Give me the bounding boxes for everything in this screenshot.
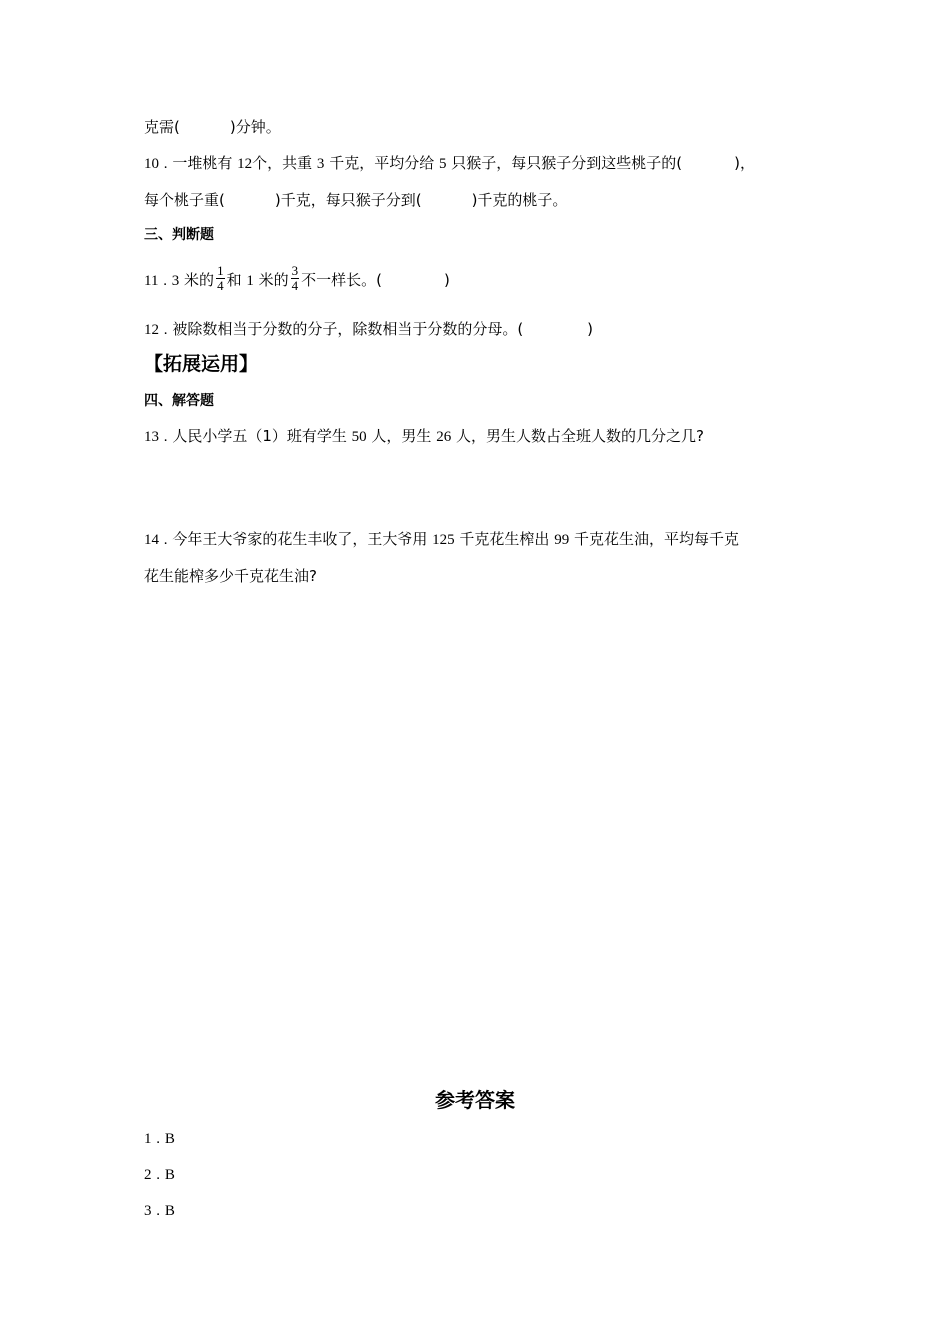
q10-peach-count: 12	[237, 156, 253, 172]
q11-fraction-2	[291, 264, 300, 293]
q11-text-a: 米的	[184, 271, 215, 289]
q14-peanuts-kg: 125	[432, 532, 455, 548]
q12-separator: .	[163, 322, 168, 338]
q9-tail	[144, 117, 281, 137]
q10-line-2	[144, 190, 567, 210]
q14-oil-kg: 99	[554, 532, 570, 548]
q13-text-a: 人民小学五（1）班有学生	[172, 427, 347, 445]
q9-text-before: 克需(	[144, 118, 180, 136]
q10-weight: 3	[316, 156, 325, 172]
answer-number: 3	[144, 1203, 152, 1219]
section-4-heading: 四、解答题	[144, 393, 214, 409]
q11-fraction-1-numerator: 1	[217, 263, 224, 278]
q11-separator: .	[163, 273, 167, 289]
answers-title: 参考答案	[435, 1088, 515, 1112]
answer-separator: .	[156, 1167, 161, 1183]
q10-line2-a: 每个桃子重(	[144, 191, 225, 209]
section-3-heading: 三、判断题	[144, 227, 214, 243]
q11-text-e: )	[444, 271, 450, 289]
q11-length-b: 1	[246, 273, 254, 289]
q14-number: 14	[144, 532, 159, 548]
answer-number: 2	[144, 1167, 152, 1183]
answer-item	[144, 1200, 175, 1221]
answer-value: B	[164, 1203, 175, 1219]
q12-number: 12	[144, 322, 159, 338]
q10-separator: .	[163, 156, 168, 172]
answer-separator: .	[156, 1203, 161, 1219]
q10-line-1	[144, 153, 755, 174]
q13-boys: 26	[436, 429, 452, 445]
q10-line2-b: )千克，每只猴子分到(	[274, 191, 422, 209]
q13	[144, 426, 704, 447]
q10-monkey-count: 5	[438, 156, 447, 172]
q11-fraction-2-denominator: 4	[291, 278, 299, 293]
q13-separator: .	[163, 429, 168, 445]
q10-text-d: 只猴子，每只猴子分到这些桃子的(	[451, 154, 683, 172]
q14-text-a: 今年王大爷家的花生丰收了，王大爷用	[172, 530, 428, 548]
q10-text-c: 千克，平均分给	[329, 154, 435, 172]
q11-length-a: 3	[171, 273, 180, 289]
q12-close: )	[587, 320, 594, 338]
answer-separator: .	[156, 1131, 161, 1147]
q10-line2-c: )千克的桃子。	[471, 191, 568, 209]
q12-text: 被除数相当于分数的分子，除数相当于分数的分母。(	[172, 320, 524, 338]
q14-line-1	[144, 529, 739, 550]
q11-fraction-1-denominator: 4	[217, 278, 224, 293]
q14-line-2	[144, 566, 317, 586]
q14-separator: .	[163, 532, 168, 548]
answer-item	[144, 1128, 175, 1149]
q13-number: 13	[144, 429, 159, 445]
q10-text-b: 个，共重	[252, 154, 313, 172]
q11-fraction-1	[216, 264, 225, 293]
q14-text-c: 千克花生油，平均每千克	[573, 530, 739, 548]
extension-heading: 【拓展运用】	[144, 353, 259, 375]
q10-text-e: )，	[734, 154, 755, 172]
q10-text-a: 一堆桃有	[172, 154, 233, 172]
q14-text-b: 千克花生榨出	[459, 530, 550, 548]
q9-text-after: )分钟。	[229, 118, 281, 136]
q11-number: 11	[144, 273, 159, 289]
q13-text-b: 人，男生	[371, 427, 432, 445]
answer-item	[144, 1164, 175, 1185]
q13-total-students: 50	[351, 429, 367, 445]
q11-fraction-2-numerator: 3	[291, 263, 299, 278]
q11-text-c: 米的	[258, 271, 289, 289]
q11-text-d: 不一样长。(	[301, 271, 383, 289]
q13-text-c: 人，男生人数占全班人数的几分之几?	[456, 427, 704, 445]
answer-number: 1	[144, 1131, 152, 1147]
answer-value: B	[164, 1167, 175, 1183]
answer-value: B	[164, 1131, 175, 1147]
q14-line2-text: 花生能榨多少千克花生油?	[144, 567, 317, 585]
q10-number: 10	[144, 156, 159, 172]
q11-text-b: 和	[226, 271, 242, 289]
q12	[144, 319, 593, 340]
q11	[144, 262, 450, 298]
